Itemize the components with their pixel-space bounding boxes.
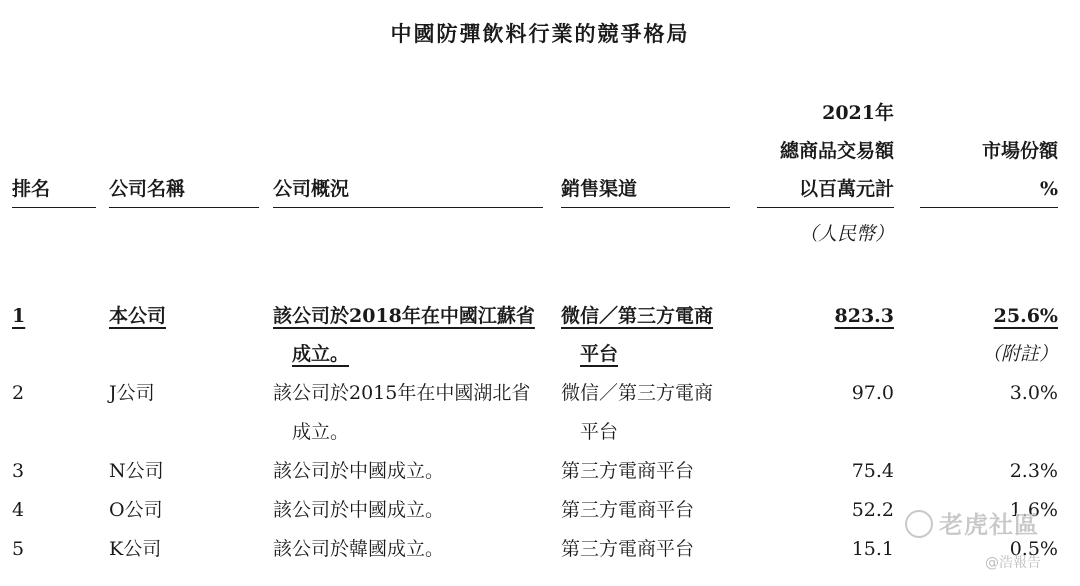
row5-overview: 該公司於韓國成立。 xyxy=(273,538,445,560)
row5-rank: 5 xyxy=(12,538,25,560)
row4-channel: 第三方電商平台 xyxy=(561,499,695,521)
row3-name: N公司 xyxy=(109,460,164,482)
header-gmv-currency: （人民幣） xyxy=(798,223,894,245)
row1-overview-line1: 該公司於2018年在中國江蘇省 xyxy=(273,305,535,327)
row1-name: 本公司 xyxy=(109,305,167,327)
row5-name: K公司 xyxy=(109,538,162,560)
row3-gmv: 75.4 xyxy=(851,460,894,482)
row1-gmv: 823.3 xyxy=(834,305,894,327)
header-gmv-label: 總商品交易額 xyxy=(779,140,894,162)
table-title: 中國防彈飲料行業的競爭格局 xyxy=(390,21,690,46)
row1-note: （附註） xyxy=(981,343,1058,365)
row1-channel-line2: 平台 xyxy=(580,343,619,365)
row2-channel-line2: 平台 xyxy=(580,421,619,443)
row2-gmv: 97.0 xyxy=(851,382,894,404)
header-gmv-year: 2021年 xyxy=(822,102,894,124)
row3-channel: 第三方電商平台 xyxy=(561,460,695,482)
row2-rank: 2 xyxy=(12,382,25,404)
row3-overview: 該公司於中國成立。 xyxy=(273,460,445,482)
header-rule-rank xyxy=(12,207,96,208)
header-rule-gmv xyxy=(757,207,894,208)
row5-share: 0.5% xyxy=(1009,538,1058,560)
row2-overview-line1: 該公司於2015年在中國湖北省 xyxy=(273,382,531,404)
header-overview: 公司概況 xyxy=(273,178,350,200)
row2-name: J公司 xyxy=(109,382,155,404)
tiger-logo-icon xyxy=(905,510,933,538)
row1-channel-line1: 微信／第三方電商 xyxy=(561,305,714,327)
row4-overview: 該公司於中國成立。 xyxy=(273,499,445,521)
row2-share: 3.0% xyxy=(1009,382,1058,404)
row3-share: 2.3% xyxy=(1009,460,1058,482)
header-rule-overview xyxy=(273,207,543,208)
row1-overview-line2: 成立。 xyxy=(292,343,350,365)
row4-gmv: 52.2 xyxy=(851,499,894,521)
header-share-label: 市場份額 xyxy=(981,140,1058,162)
row1-rank: 1 xyxy=(12,305,26,327)
row2-channel-line1: 微信／第三方電商 xyxy=(561,382,714,404)
row5-gmv: 15.1 xyxy=(851,538,894,560)
header-share-unit: % xyxy=(1039,178,1058,200)
header-channel: 銷售渠道 xyxy=(561,178,638,200)
row4-name: O公司 xyxy=(109,499,163,521)
row2-overview-line2: 成立。 xyxy=(292,421,350,443)
watermark xyxy=(905,505,1039,540)
header-rule-company xyxy=(109,207,259,208)
header-rule-share xyxy=(920,207,1058,208)
header-rule-channel xyxy=(561,207,730,208)
watermark-handle: @浩報告 xyxy=(985,555,1041,571)
row5-channel: 第三方電商平台 xyxy=(561,538,695,560)
header-company-name: 公司名稱 xyxy=(109,178,186,200)
watermark-brand: 老虎社區 xyxy=(939,511,1039,539)
header-rank: 排名 xyxy=(12,178,51,200)
row4-share: 1.6% xyxy=(1009,499,1058,521)
row4-rank: 4 xyxy=(12,499,25,521)
row1-share: 25.6% xyxy=(993,305,1058,327)
row3-rank: 3 xyxy=(12,460,25,482)
header-gmv-unit: 以百萬元計 xyxy=(798,178,894,200)
